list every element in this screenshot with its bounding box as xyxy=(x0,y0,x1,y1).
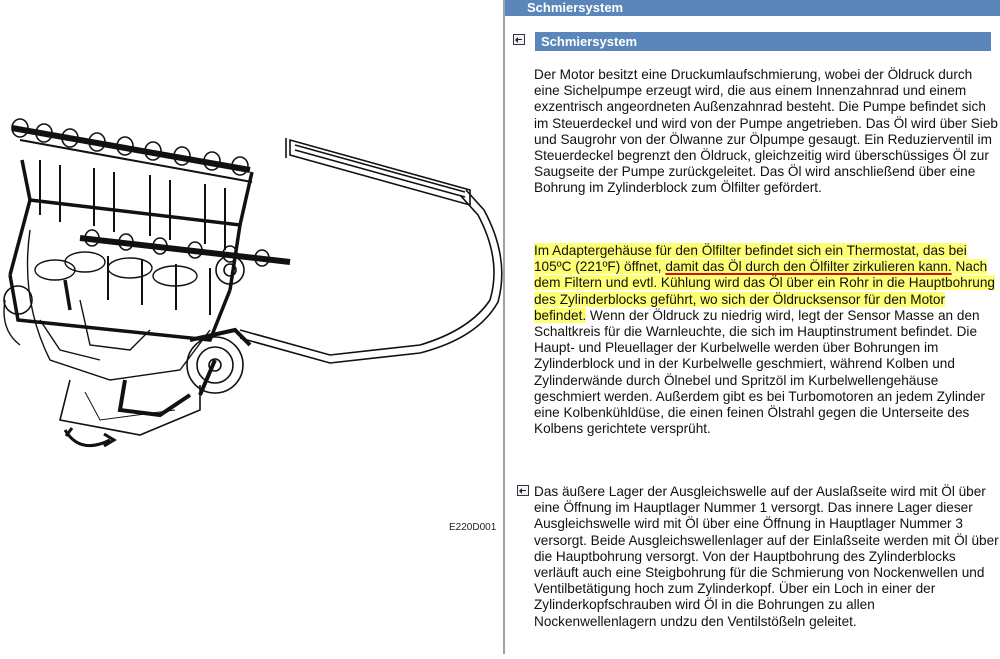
text-pane xyxy=(505,0,1000,654)
underlined-highlighted-text: damit das Öl durch den Ölfilter zirkulieren kann. xyxy=(665,259,952,275)
paragraph-2-rest: Wenn der Öldruck zu niedrig wird, legt der Sensor Masse an den Schaltkreis für die Warnleuchte, die sich im Hauptinstrument befindet. Die Haupt- und Pleuellager der Kurbelwelle werden über Bohrungen im Zylinderblock und in der Kurbelwelle geschmiert, während Kolben und Zylinderwände durch Ölnebel und Spritzöl im Kurbelwellengehäuse geschmiert werden. Außerdem gibt es bei Turbomotoren an jedem Zylinder eine Kolbenkühldüse, die einen feinen Ölstrahl gegen die Unterseite des Kolbens gerichtete versprüht. xyxy=(534,307,986,437)
paragraph-2 xyxy=(534,243,1000,437)
highlighted-text-a: Im Adaptergehäuse für den Ölfilter befindet sich ein Thermostat, das bei 105ºC (221ºF) öffnet, xyxy=(534,243,967,275)
window-title-bar: Schmiersystem xyxy=(505,0,1000,16)
illustration-pane xyxy=(0,0,503,654)
highlighted-text-b: Nach dem Filtern und evtl. Kühlung wird das Öl über ein Rohr in die Hauptbohrung des Zylinderblocks geführt, wo sich der Öldrucksensor für den Motor befindet. xyxy=(534,259,995,323)
paragraph-1: Der Motor besitzt eine Druckumlaufschmierung, wobei der Öldruck durch eine Sichelpumpe erzeugt wird, die aus einem Innenzahnrad und einem exzentrisch angeordneten Außenzahnrad besteht. Die Pumpe befindet sich im Steuerdeckel und wird von der Pumpe angetrieben. Das Öl wird über Sieb und Saugrohr von der Ölwanne zur Ölpumpe gesaugt. Ein Reduzierventil im Steuerdeckel begrenzt den Öldruck, gleichzeitig wird überschüssiges Öl zur Saugseite der Pumpe zurückgeleitet. Das Öl wird anschließend über eine Bohrung im Zylinderblock zum Ölfilter gefördert. xyxy=(534,67,998,196)
paragraph-3: Das äußere Lager der Ausgleichswelle auf der Auslaßseite wird mit Öl über eine Öffnung im Hauptlager Nummer 1 versorgt. Das innere Lager dieser Ausgleichswelle wird mit Öl über eine Öffnung in Hauptlager Nummer 3 versorgt. Beide Ausgleichswellenlager auf der Einlaßseite werden mit Öl über die Hauptbohrung versorgt. Von der Hauptbohrung des Zylinderblocks verläuft auch eine Steigbohrung für die Schmierung von Nockenwellen und Ventilbetätigung hoch zum Zylinderkopf. Über ein Loch in einer der Zylinderkopfschrauben wird Öl in die Bohrungen zu allen Nockenwellenlagern undzu den Ventilstößeln geleitet. xyxy=(534,484,999,629)
section-heading: Schmiersystem xyxy=(535,32,991,51)
figure-code: E220D001 xyxy=(449,522,497,533)
back-link-icon[interactable] xyxy=(517,485,529,496)
engine-lubrication-diagram xyxy=(0,0,503,654)
back-link-icon[interactable] xyxy=(513,34,525,45)
